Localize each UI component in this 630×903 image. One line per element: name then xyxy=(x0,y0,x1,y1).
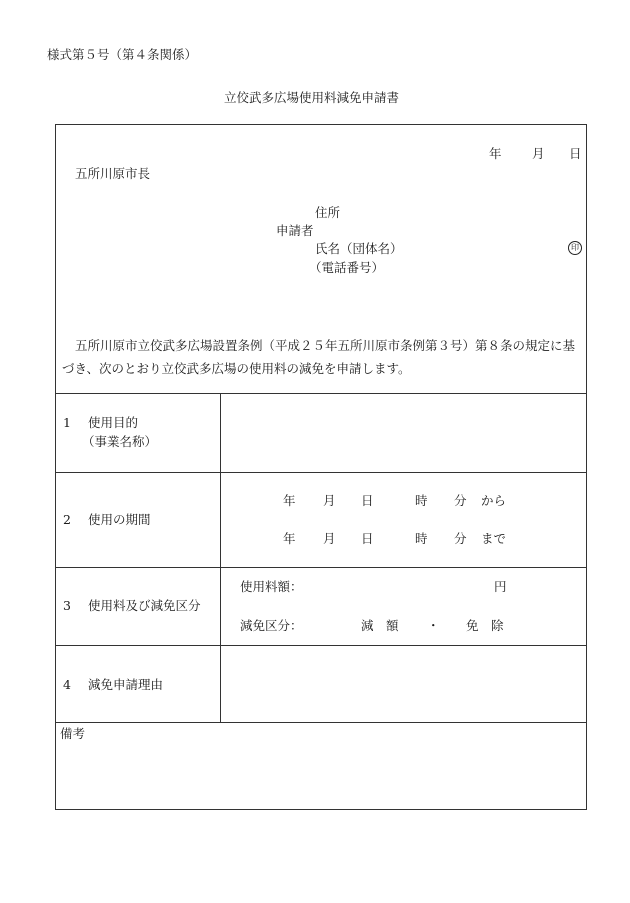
option-separator: ・ xyxy=(427,618,440,633)
row1-label: 使用目的 xyxy=(88,415,139,430)
period-end-minute: 分 xyxy=(454,531,467,546)
row1-number: 1 xyxy=(63,415,71,430)
applicant-label: 申請者 xyxy=(276,223,314,238)
address-label: 住所 xyxy=(315,205,341,220)
date-year: 年 xyxy=(489,146,502,161)
row3-number: 3 xyxy=(63,598,71,613)
phone-label: （電話番号） xyxy=(309,260,385,275)
addressee: 五所川原市長 xyxy=(75,166,151,181)
row-divider xyxy=(55,645,587,646)
fee-amount-label: 使用料額： xyxy=(240,579,303,594)
fee-yen: 円 xyxy=(494,579,507,594)
row-divider xyxy=(55,472,587,473)
option-reduce: 減 額 xyxy=(361,618,399,633)
column-divider xyxy=(220,393,221,722)
row-divider xyxy=(55,393,587,394)
period-start-month: 月 xyxy=(323,493,336,508)
form-number: 様式第５号（第４条関係） xyxy=(47,47,198,62)
name-label: 氏名（団体名） xyxy=(315,241,403,256)
row2-label: 使用の期間 xyxy=(88,512,151,527)
date-day: 日 xyxy=(569,146,582,161)
period-start-suffix: から xyxy=(481,493,507,508)
period-end-year: 年 xyxy=(283,531,296,546)
row3-label: 使用料及び減免区分 xyxy=(88,598,201,613)
row-divider xyxy=(55,722,587,723)
period-start-year: 年 xyxy=(283,493,296,508)
period-start-hour: 時 xyxy=(415,493,428,508)
period-end-day: 日 xyxy=(361,531,374,546)
row2-number: 2 xyxy=(63,512,71,527)
fee-category-label: 減免区分： xyxy=(240,618,303,633)
row4-number: 4 xyxy=(63,677,71,692)
row-divider xyxy=(55,567,587,568)
row1-sublabel: （事業名称） xyxy=(82,434,158,449)
seal-mark: 印 xyxy=(568,241,582,255)
row4-label: 減免申請理由 xyxy=(88,677,164,692)
period-end-suffix: まで xyxy=(481,531,507,546)
period-end-hour: 時 xyxy=(415,531,428,546)
remarks-label: 備考 xyxy=(60,726,86,741)
form-table xyxy=(55,124,587,810)
period-start-day: 日 xyxy=(361,493,374,508)
application-statement: 五所川原市立佼武多広場設置条例（平成２５年五所川原市条例第３号）第８条の規定に基づき、次のとおり立佼武多広場の使用料の減免を申請します。 xyxy=(62,338,576,376)
option-exempt: 免 除 xyxy=(466,618,504,633)
period-end-month: 月 xyxy=(323,531,336,546)
page-title: 立佼武多広場使用料減免申請書 xyxy=(224,90,400,105)
period-start-minute: 分 xyxy=(454,493,467,508)
date-month: 月 xyxy=(532,146,545,161)
